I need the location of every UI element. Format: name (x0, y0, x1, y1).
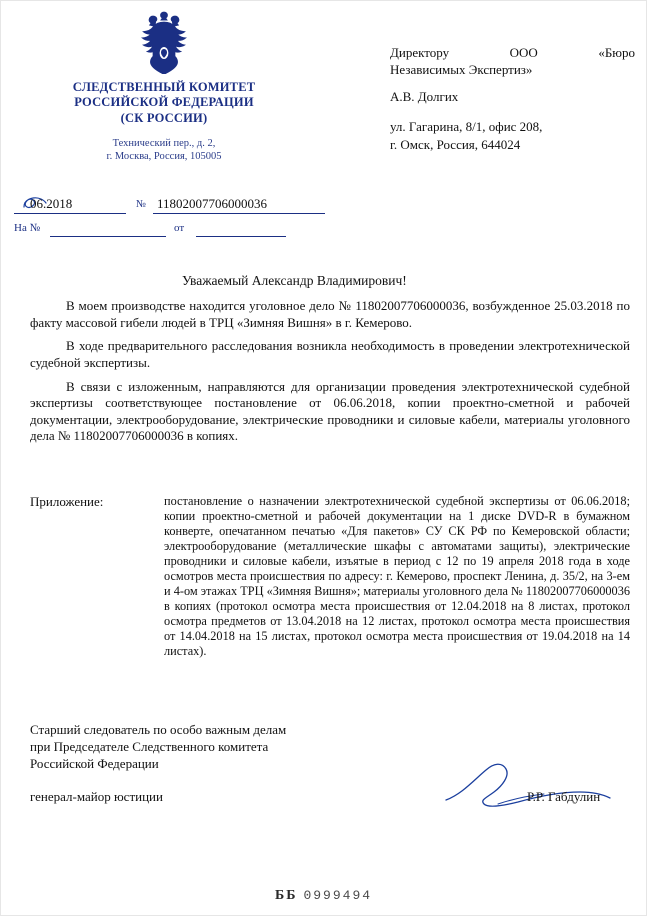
letterhead (14, 8, 314, 164)
body-paragraph: В моем производстве находится уголовное дело № 11802007706000036, возбужденное 25.03.2018 по факту массовой гибели людей в ТРЦ «Зимняя Вишня» в г. Кемерово. (30, 298, 630, 330)
body-paragraph: В ходе предварительного расследования возникла необходимость в проведении электротехнической судебной экспертизы. (30, 338, 630, 370)
signer-name: Р.Р. Габдулин (527, 789, 601, 804)
outgoing-number: 11802007706000036 (157, 196, 268, 211)
organization-title (14, 80, 314, 126)
on-reference-label: На № (14, 222, 41, 234)
signer-title-line-2: при Председателе Следственного комитета (30, 738, 269, 754)
address-line-2: г. Москва, Россия, 105005 (106, 151, 222, 163)
handwritten-signature-icon (440, 760, 615, 815)
outgoing-date: 06.2018 (30, 196, 73, 211)
number-label: № (136, 199, 147, 210)
org-line-2: РОССИЙСКОЙ ФЕДЕРАЦИИ (74, 95, 254, 110)
attachment-text: постановление о назначении электротехнической судебной экспертизы от 06.06.2018; копии проектно-сметной и рабочей документации на 1 диске DVD-R в бумажном конверте, опечатанном печатью «Для пакетов» СУ СК РФ по Кемеровской области; электрооборудование (металлические шкафы с автоматами защиты), электрические проводники и силовые кабели, изъятые в период с 12 по 19 апреля 2018 года в ходе осмотров места происшествия по адресу: г. Кемерово, проспект Ленина, д. 35/2, на 3-ем и 4-ом этажах ТРЦ «Зимняя Вишня»; материалы уголовного дела № 11802007706000036 в копиях (протокол осмотра места происшествия от 12.04.2018 на 8 листах, протокол осмотра предметов от 13.04.2018 на 12 листах, протокол осмотра места происшествия от 14.04.2018 на 15 листах, протокол осмотра места происшествия от 19.04.2018 на 14 листах). (164, 494, 630, 658)
addressee-line-1: Директору ООО «Бюро (390, 45, 635, 60)
on-reference-underline (50, 236, 166, 237)
attachment-label: Приложение: (30, 494, 104, 509)
addressee-line-2: Независимых Экспертиз» (390, 62, 533, 78)
addressee-block (390, 44, 635, 153)
salutation: Уважаемый Александр Владимирович! (182, 273, 407, 288)
address-line-1: Технический пер., д. 2, (112, 137, 216, 149)
signer-title-line-1: Старший следователь по особо важным делам (30, 722, 287, 737)
letter-body (30, 298, 630, 452)
addressee-line-4: ул. Гагарина, 8/1, офис 208, (390, 119, 543, 135)
from-underline (196, 236, 286, 237)
document-footer (0, 888, 647, 904)
addressee-line-5: г. Омск, Россия, 644024 (390, 136, 521, 152)
signer-rank: генерал-майор юстиции (30, 789, 163, 804)
footer-series: ББ (274, 888, 298, 903)
organization-address (14, 137, 314, 164)
body-paragraph: В связи с изложенным, направляются для организации проведения электротехнической судебной экспертизы соответствующее постановление от 06.06.2018, копии проектно-сметной и рабочей документации, электрооборудование, электрические проводники и силовые кабели, материалы уголовного дела № 11802007706000036 в копиях. (30, 378, 630, 444)
russian-double-headed-eagle-emblem-icon (137, 8, 191, 74)
org-line-1: СЛЕДСТВЕННЫЙ КОМИТЕТ (72, 80, 256, 94)
from-label: от (174, 222, 185, 234)
signer-title (30, 722, 286, 773)
number-underline (153, 213, 325, 214)
org-line-3: (СК РОССИИ) (120, 110, 208, 125)
date-underline (14, 213, 126, 214)
addressee-line-3: А.В. Долгих (390, 89, 459, 105)
signer-title-line-3: Российской Федерации (30, 755, 159, 771)
footer-code: 0999494 (303, 888, 373, 903)
